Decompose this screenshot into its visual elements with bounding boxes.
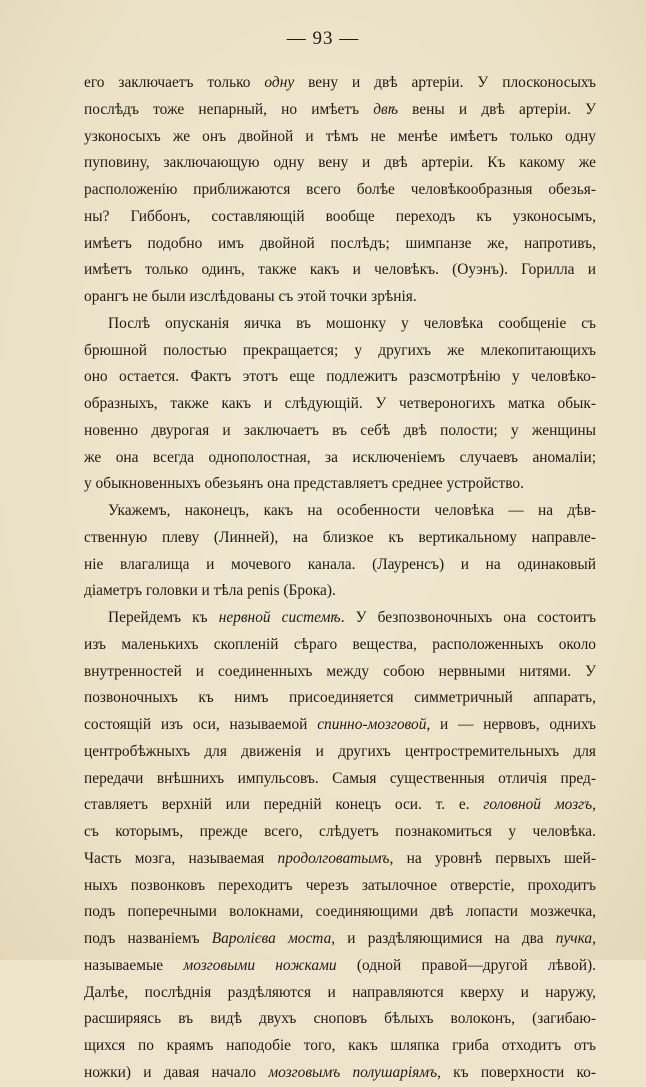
- text-line: брюшной полостью прекращается; у другихъ же млекопитающихъ: [84, 341, 596, 359]
- text-line: новенно двурогая и заключаетъ въ себѣ двѣ полости; у женщины: [84, 421, 596, 439]
- text-line: у обыкновенныхъ обезьянъ она представляетъ среднее устройство.: [84, 475, 524, 493]
- text-line: состоящій изъ оси, называемой спинно-мозговой, и — нервовъ, однихъ: [84, 716, 596, 733]
- text-line: передачи внѣшнихъ импульсовъ. Самыя существенныя отличія пред-: [84, 769, 596, 787]
- text-line: узконосыхъ же онъ двойной и тѣмъ не менѣе имѣетъ только одну: [84, 127, 596, 145]
- text-line: послѣдъ тоже непарный, но имѣетъ двѣ вены и двѣ артеріи. У: [84, 100, 596, 118]
- text-line: его заключаетъ только одну вену и двѣ артеріи. У плосконосыхъ: [84, 74, 596, 91]
- text-line: Послѣ опусканія яичка въ мошонку у человѣка сообщеніе съ: [108, 314, 596, 332]
- text-line: изъ маленькихъ скопленій сѣраго вещества, расположенныхъ около: [84, 635, 596, 653]
- text-line: Часть мозга, называемая продолговатымъ, на уровнѣ первыхъ шей-: [84, 849, 596, 867]
- text-line: ныхъ позвонковъ переходитъ черезъ затылочное отверстіе, проходитъ: [84, 876, 596, 894]
- text-line: расположенію приближаются всего болѣе человѣкообразныя обезья-: [84, 181, 596, 198]
- text-line: ножки) и давая начало мозговымъ полушаріямъ, къ поверхности ко-: [84, 1063, 596, 1081]
- text-line: діаметръ головки и тѣла penis (Брока).: [84, 582, 336, 600]
- text-line: называемые мозговыми ножками (одной правой—другой лѣвой).: [84, 956, 596, 974]
- text-line: пуповину, заключающую одну вену и двѣ артеріи. Къ какому же: [84, 154, 596, 172]
- text-line: подъ названіемъ Варолієва моста, и раздѣляющимися на два пучка,: [84, 930, 596, 947]
- text-line: расширяясь въ видѣ двухъ сноповъ бѣлыхъ волоконъ, (загибаю-: [84, 1010, 596, 1028]
- text-line: имѣетъ подобно имъ двойной послѣдъ; шимпанзе же, напротивъ,: [84, 234, 596, 252]
- text-line: ставляетъ верхній или передній конецъ оси. т. е. головной мозгъ,: [84, 796, 596, 814]
- text-line: центробѣжныхъ для движенія и другихъ центростремительныхъ для: [84, 742, 596, 760]
- text-line: образныхъ, также какъ и слѣдующій. У четвероногихъ матка обык-: [84, 395, 596, 412]
- text-line: ственную плеву (Линней), на близкое къ вертикальному направле-: [84, 528, 596, 546]
- text-line: внутренностей и соединенныхъ между собою нервными нитями. У: [84, 662, 596, 680]
- text-line: же она всегда однополостная, за исключеніемъ случаевъ аномаліи;: [84, 448, 596, 466]
- text-line: имѣетъ только одинъ, также какъ и человѣкъ. (Оуэнъ). Горилла и: [84, 261, 596, 279]
- text-line: ны? Гиббонъ, составляющій вообще переходъ къ узконосымъ,: [84, 207, 596, 225]
- text-line: ніе влагалища и мочевого канала. (Лауренсъ) и на одинаковый: [84, 555, 596, 573]
- text-line: Укажемъ, наконецъ, какъ на особенности человѣка — на дѣв-: [108, 502, 596, 519]
- text-line: позвоночныхъ къ нимъ присоединяется симметричный аппаратъ,: [84, 689, 596, 707]
- text-line: щихся по краямъ наподобіе того, какъ шляпка гриба отходитъ отъ: [84, 1037, 596, 1054]
- text-line: орангъ не были изслѣдованы съ этой точки зрѣнія.: [84, 288, 417, 305]
- body-text: [84, 70, 596, 1087]
- text-line: подъ поперечными волокнами, соединяющими двѣ лопасти мозжечка,: [84, 903, 596, 921]
- text-line: Перейдемъ къ нервной системѣ. У безпозвоночныхъ она состоитъ: [108, 609, 596, 626]
- text-line: Далѣе, послѣднія раздѣляются и направляются кверху и наружу,: [84, 983, 596, 1001]
- text-line: оно остается. Фактъ этотъ еще подлежитъ разсмотрѣнію у человѣко-: [84, 368, 596, 386]
- text-line: съ которымъ, прежде всего, слѣдуетъ познакомиться у человѣка.: [84, 823, 596, 840]
- page-number: — 93 —: [286, 28, 360, 49]
